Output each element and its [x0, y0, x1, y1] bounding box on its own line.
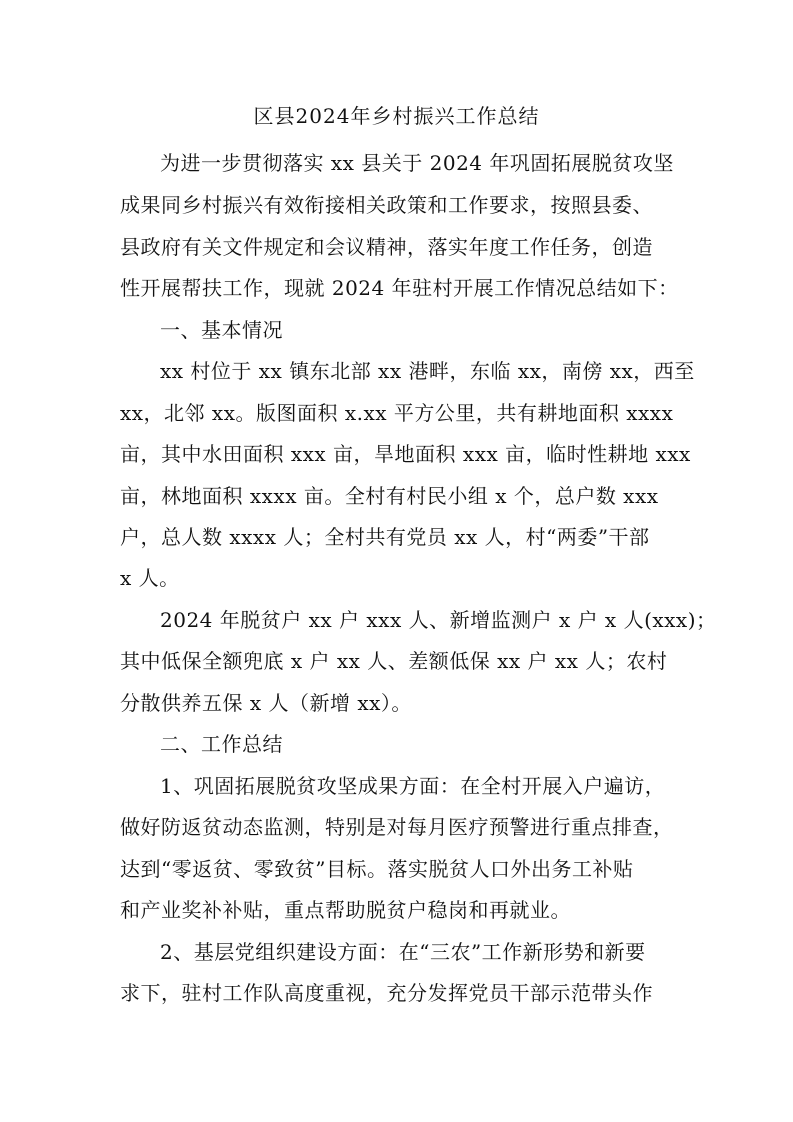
text-line: 亩，其中水田面积 xxx 亩，旱地面积 xxx 亩，临时性耕地 xxx: [120, 442, 691, 466]
text-line: 达到“零返贫、零致贫”目标。落实脱贫人口外出务工补贴: [120, 857, 634, 881]
text-line: 求下，驻村工作队高度重视，充分发挥党员干部示范带头作: [120, 981, 653, 1005]
text-line: 为进一步贯彻落实 xx 县关于 2024 年巩固拓展脱贫攻坚: [160, 151, 674, 175]
text-line: 分散供养五保 x 人（新增 xx）。: [120, 691, 412, 715]
section-heading: 一、基本情况: [160, 318, 283, 342]
text-line: 1、巩固拓展脱贫攻坚成果方面：在全村开展入户遍访，: [160, 774, 666, 798]
text-line: 和产业奖补补贴，重点帮助脱贫户稳岗和再就业。: [120, 898, 571, 922]
text-line: xx，北邻 xx。版图面积 x.xx 平方公里，共有耕地面积 xxxx: [120, 401, 674, 425]
text-line: 户，总人数 xxxx 人；全村共有党员 xx 人，村“两委”干部: [120, 525, 650, 549]
text-line: 其中低保全额兜底 x 户 xx 人、差额低保 xx 户 xx 人；农村: [120, 649, 668, 673]
text-line: 2024 年脱贫户 xx 户 xxx 人、新增监测户 x 户 x 人(xxx)；: [160, 608, 717, 632]
page-title: 区县2024年乡村振兴工作总结: [253, 104, 540, 128]
text-line: 成果同乡村振兴有效衔接相关政策和工作要求，按照县委、: [120, 193, 653, 217]
text-line: 亩，林地面积 xxxx 亩。全村有村民小组 x 个，总户数 xxx: [120, 484, 659, 508]
text-line: xx 村位于 xx 镇东北部 xx 港畔，东临 xx，南傍 xx，西至: [160, 359, 695, 383]
section-heading: 二、工作总结: [160, 732, 283, 756]
text-line: 做好防返贫动态监测，特别是对每月医疗预警进行重点排查，: [120, 815, 674, 839]
text-line: x 人。: [120, 566, 180, 590]
text-line: 性开展帮扶工作，现就 2024 年驻村开展工作情况总结如下：: [120, 276, 679, 300]
text-line: 县政府有关文件规定和会议精神，落实年度工作任务，创造: [120, 235, 653, 259]
text-line: 2、基层党组织建设方面：在“三农”工作新形势和新要: [160, 940, 646, 964]
